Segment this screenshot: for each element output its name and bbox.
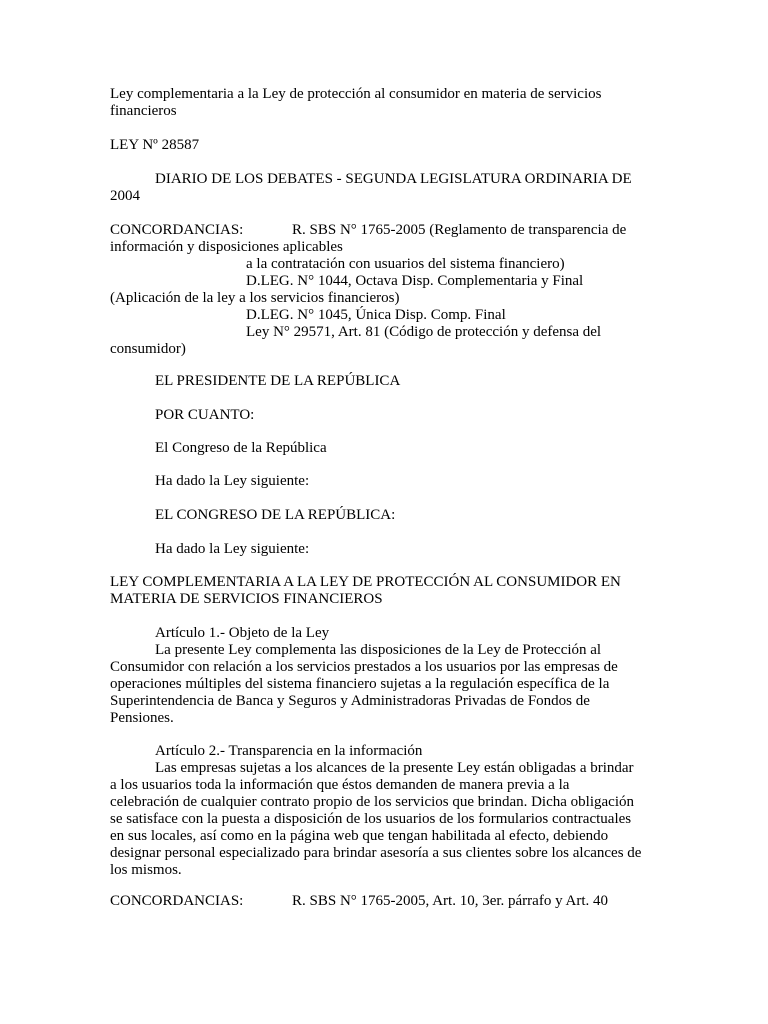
por-cuanto: POR CUANTO: — [155, 407, 255, 423]
debates-line-2: 2004 — [110, 188, 140, 204]
concordancia-line: Ley N° 29571, Art. 81 (Código de protección y defensa del — [246, 324, 602, 340]
ha-dado-text: Ha dado la Ley siguiente: — [155, 541, 310, 557]
concordancia-line: consumidor) — [110, 341, 186, 357]
law-number: LEY Nº 28587 — [110, 137, 200, 153]
article-2-line: los mismos. — [110, 862, 182, 878]
concordancia-line: (Aplicación de la ley a los servicios financieros) — [110, 290, 400, 306]
article-2-line: Las empresas sujetas a los alcances de la presente Ley están obligadas a brindar — [155, 760, 634, 776]
debates-line-1: DIARIO DE LOS DEBATES - SEGUNDA LEGISLATURA ORDINARIA DE — [155, 171, 632, 187]
article-2-line: en sus locales, así como en la página web que tengan habilitada al efecto, debiendo — [110, 828, 609, 844]
concordancia-line: D.LEG. N° 1045, Única Disp. Comp. Final — [246, 307, 506, 323]
law-title-line-1: LEY COMPLEMENTARIA A LA LEY DE PROTECCIÓN AL CONSUMIDOR EN — [110, 574, 621, 590]
ha-dado-text: Ha dado la Ley siguiente: — [155, 473, 310, 489]
concordancia-line: información y disposiciones aplicables — [110, 239, 343, 255]
article-1-heading: Artículo 1.- Objeto de la Ley — [155, 625, 330, 641]
concordancia-line: R. SBS N° 1765-2005, Art. 10, 3er. párrafo y Art. 40 — [292, 893, 608, 909]
president-heading: EL PRESIDENTE DE LA REPÚBLICA — [155, 373, 401, 389]
document-title-line-1: Ley complementaria a la Ley de protección al consumidor en materia de servicios — [110, 86, 602, 102]
article-1-line: La presente Ley complementa las disposiciones de la Ley de Protección al — [155, 642, 602, 658]
article-2-line: a los usuarios toda la información que éstos demanden de manera previa a la — [110, 777, 570, 793]
concordancia-line: R. SBS N° 1765-2005 (Reglamento de transparencia de — [292, 222, 627, 238]
article-1-line: Superintendencia de Banca y Seguros y Administradoras Privadas de Fondos de — [110, 693, 590, 709]
concordancia-line: a la contratación con usuarios del sistema financiero) — [246, 256, 565, 272]
article-2-line: se satisface con la puesta a disposición de los usuarios de los formularios contractuales — [110, 811, 632, 827]
concordancia-line: D.LEG. N° 1044, Octava Disp. Complementaria y Final — [246, 273, 584, 289]
concordancias-label: CONCORDANCIAS: — [110, 893, 244, 909]
concordancias-label: CONCORDANCIAS: — [110, 222, 244, 238]
document-title-line-2: financieros — [110, 103, 177, 119]
congreso-text: El Congreso de la República — [155, 440, 327, 456]
congreso-heading: EL CONGRESO DE LA REPÚBLICA: — [155, 507, 396, 523]
article-2-heading: Artículo 2.- Transparencia en la información — [155, 743, 423, 759]
article-2-line: celebración de cualquier contrato propio de los servicios que brindan. Dicha obligación — [110, 794, 634, 810]
article-2-line: designar personal especializado para brindar asesoría a sus clientes sobre los alcances de — [110, 845, 642, 861]
law-title-line-2: MATERIA DE SERVICIOS FINANCIEROS — [110, 591, 383, 607]
article-1-line: operaciones múltiples del sistema financiero sujetas a la regulación específica de la — [110, 676, 610, 692]
article-1-line: Pensiones. — [110, 710, 174, 726]
article-1-line: Consumidor con relación a los servicios prestados a los usuarios por las empresas de — [110, 659, 618, 675]
